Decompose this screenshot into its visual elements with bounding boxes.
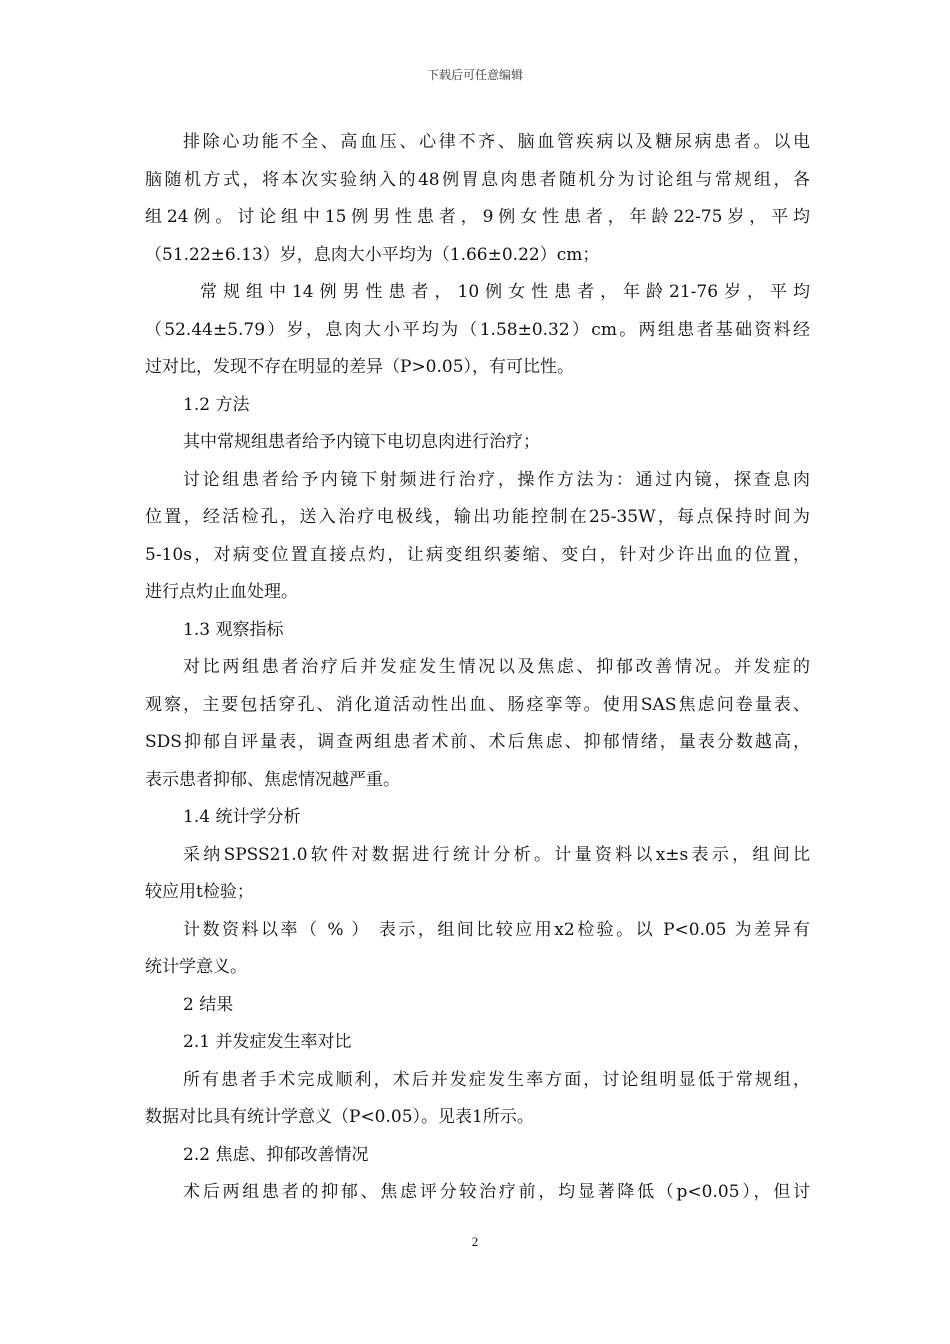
text-line: 所有患者手术完成顺利，术后并发症发生率方面，讨论组明显低于常规组，: [183, 1069, 810, 1090]
text-line: 1.4 统计学分析: [183, 807, 301, 827]
text-line: （52.44±5.79）岁，息肉大小平均为（1.58±0.32）cm。两组患者基础资料经: [145, 319, 810, 340]
text-line: 计数资料以率（ % ） 表示，组间比较应用x2检验。以 P<0.05 为差异有: [183, 919, 810, 940]
text-line: （51.22±6.13）岁，息肉大小平均为（1.66±0.22）cm；: [145, 244, 600, 265]
text-line: 2 结果: [183, 994, 234, 1015]
text-line: 排除心功能不全、高血压、心律不齐、脑血管疾病以及糖尿病患者。以电: [183, 132, 810, 152]
text-line: 过对比，发现不存在明显的差异（P>0.05），有可比性。: [145, 357, 575, 377]
text-line: 其中常规组患者给予内镜下电切息肉进行治疗；: [183, 432, 540, 452]
text-line: 讨论组患者给予内镜下射频进行治疗，操作方法为：通过内镜，探查息肉: [183, 469, 810, 490]
text-line: 1.3 观察指标: [183, 619, 284, 640]
text-line: 位置，经活检孔，送入治疗电极线，输出功能控制在25-35W，每点保持时间为: [145, 507, 810, 527]
text-line: 观察，主要包括穿孔、消化道活动性出血、肠痉挛等。使用SAS焦虑问卷量表、: [145, 694, 810, 715]
text-line: 2.2 焦虑、抑郁改善情况: [183, 1144, 369, 1165]
text-line: 1.2 方法: [183, 394, 250, 415]
text-line: 数据对比具有统计学意义（P<0.05）。见表1所示。: [145, 1107, 534, 1127]
page-header: 下载后可任意编辑: [426, 68, 523, 82]
text-line: 2.1 并发症发生率对比: [183, 1032, 352, 1052]
text-line: 统计学意义。: [145, 957, 247, 977]
text-line: 5-10s，对病变位置直接点灼，让病变组织萎缩、变白，针对少许出血的位置，: [145, 544, 810, 565]
page-number: 2: [471, 1234, 479, 1249]
text-line: 较应用t检验；: [145, 882, 254, 902]
text-line: 术后两组患者的抑郁、焦虑评分较治疗前，均显著降低（p<0.05），但讨: [183, 1182, 810, 1202]
text-line: 脑随机方式，将本次实验纳入的48例胃息肉患者随机分为讨论组与常规组，各: [145, 169, 810, 190]
text-line: 采纳SPSS21.0软件对数据进行统计分析。计量资料以x±s表示，组间比: [183, 844, 810, 865]
text-line: 对比两组患者治疗后并发症发生情况以及焦虑、抑郁改善情况。并发症的: [183, 657, 810, 677]
text-line: 组24例。讨论组中15例男性患者，9例女性患者，年龄22-75岁，平均: [145, 207, 810, 227]
text-line: 常规组中14例男性患者，10例女性患者，年龄21-76岁，平均: [200, 282, 810, 302]
text-line: SDS抑郁自评量表，调查两组患者术前、术后焦虑、抑郁情绪，量表分数越高，: [145, 732, 810, 752]
text-line: 进行点灼止血处理。: [145, 582, 298, 602]
document-body: [145, 124, 810, 1212]
text-line: 表示患者抑郁、焦虑情况越严重。: [145, 769, 400, 790]
